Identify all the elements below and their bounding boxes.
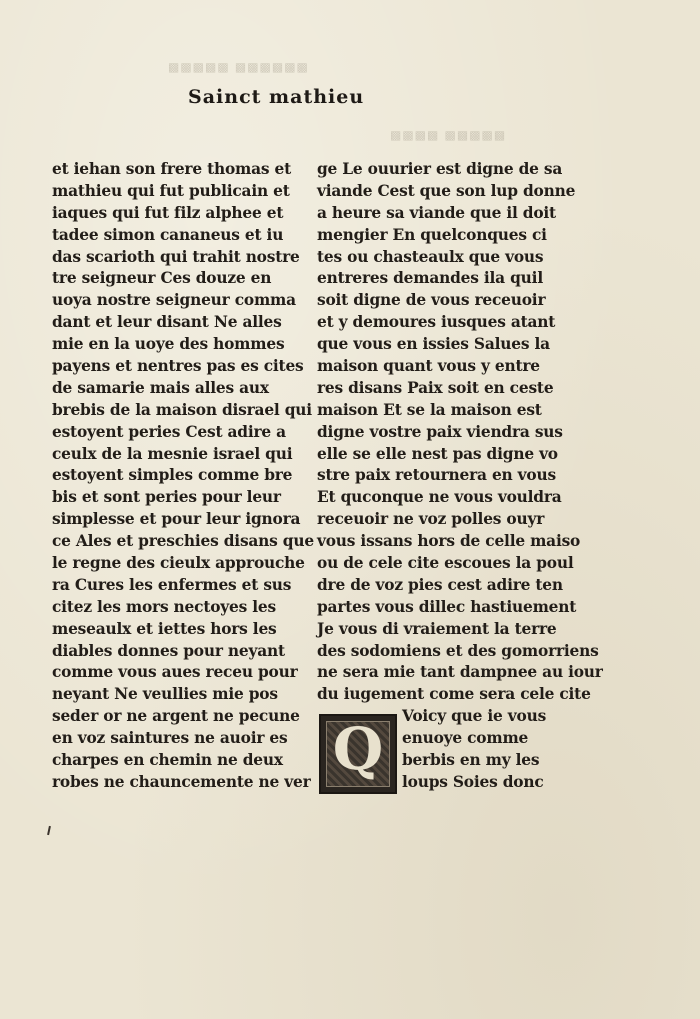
text-line: entreres demandes ila quil — [317, 269, 543, 288]
text-line: loups Soies donc — [402, 772, 544, 791]
text-line: ou de cele cite escoues la poul — [317, 554, 574, 573]
text-line: de samarie mais alles aux — [52, 378, 269, 397]
text-line: dant et leur disant Ne alles — [52, 313, 282, 332]
text-line: mengier En quelconques ci — [317, 225, 547, 244]
text-line: dre de voz pies cest adire ten — [317, 575, 563, 594]
decorated-initial-woodcut — [319, 714, 397, 794]
text-line: soit digne de vous receuoir — [317, 291, 546, 310]
text-line: ne sera mie tant dampnee au iour — [317, 663, 603, 682]
text-line: Voicy que ie vous — [402, 707, 547, 726]
text-line: en voz saintures ne auoir es — [52, 729, 288, 748]
text-line: uoya nostre seigneur comma — [52, 291, 296, 310]
text-line: tadee simon cananeus et iu — [52, 225, 284, 244]
text-line: payens et nentres pas es cites — [52, 357, 304, 376]
text-line: partes vous dillec hastiuement — [317, 597, 577, 616]
text-line: ra Cures les enfermes et sus — [52, 575, 292, 594]
text-line: du iugement come sera cele cite — [317, 685, 591, 704]
text-line: mie en la uoye des hommes — [52, 335, 285, 354]
text-line: meseaulx et iettes hors les — [52, 619, 277, 638]
text-line: ge Le ouurier est digne de sa — [317, 160, 563, 178]
text-line: et iehan son frere thomas et — [52, 160, 292, 178]
text-line: des sodomiens et des gomorriens — [317, 641, 599, 660]
text-line: Je vous di vraiement la terre — [317, 619, 557, 638]
text-line: a heure sa viande que il doit — [317, 203, 556, 222]
text-line: le regne des cieulx approuche — [52, 554, 305, 573]
text-line: digne vostre paix viendra sus — [317, 422, 563, 441]
text-line: bis et sont peries pour leur — [52, 488, 281, 507]
text-line: comme vous aues receu pour — [52, 663, 298, 682]
margin-mark — [47, 826, 51, 835]
text-line: maison Et se la maison est — [317, 400, 542, 419]
text-line: ceulx de la mesnie israel qui — [52, 444, 293, 463]
text-line: brebis de la maison disrael qui — [52, 400, 312, 419]
text-line: citez les mors nectoyes les — [52, 597, 276, 616]
show-through-text: ▩▩▩▩▩ ▩▩▩▩▩▩ — [168, 60, 309, 74]
initial-letter: Q — [332, 715, 384, 783]
text-line: Et quconque ne vous vouldra — [317, 488, 562, 507]
running-head: Sainct mathieu — [188, 86, 365, 108]
text-line: neyant Ne veullies mie pos — [52, 685, 278, 704]
text-line: seder or ne argent ne pecune — [52, 707, 300, 726]
text-line: que vous en issies Salues la — [317, 335, 550, 354]
text-line: estoyent peries Cest adire a — [52, 422, 286, 441]
text-line: elle se elle nest pas digne vo — [317, 444, 558, 463]
text-line: simplesse et pour leur ignora — [52, 510, 301, 529]
text-line: et y demoures iusques atant — [317, 313, 556, 332]
left-column — [52, 159, 314, 794]
text-line: mathieu qui fut publicain et — [52, 181, 290, 200]
text-line: diables donnes pour neyant — [52, 641, 285, 660]
text-line: tes ou chasteaulx que vous — [317, 247, 544, 266]
text-line: viande Cest que son lup donne — [317, 181, 576, 200]
text-line: charpes en chemin ne deux — [52, 751, 283, 770]
text-line: robes ne chauncemente ne ver — [52, 772, 311, 791]
text-line: estoyent simples comme bre — [52, 466, 293, 485]
text-line: tre seigneur Ces douze en — [52, 269, 272, 288]
right-column — [317, 159, 603, 794]
text-line: receuoir ne voz polles ouyr — [317, 510, 545, 529]
text-line: res disans Paix soit en ceste — [317, 378, 554, 397]
text-line: stre paix retournera en vous — [317, 466, 556, 485]
text-line: ce Ales et preschies disans que — [52, 532, 314, 551]
text-line: berbis en my les — [402, 751, 540, 770]
text-line: vous issans hors de celle maiso — [317, 532, 581, 551]
text-line: das scarioth qui trahit nostre — [52, 247, 300, 266]
text-line: iaques qui fut filz alphee et — [52, 203, 284, 222]
show-through-text: ▩▩▩▩ ▩▩▩▩▩ — [390, 128, 507, 142]
text-line: maison quant vous y entre — [317, 357, 540, 376]
text-line: enuoye comme — [402, 729, 529, 748]
